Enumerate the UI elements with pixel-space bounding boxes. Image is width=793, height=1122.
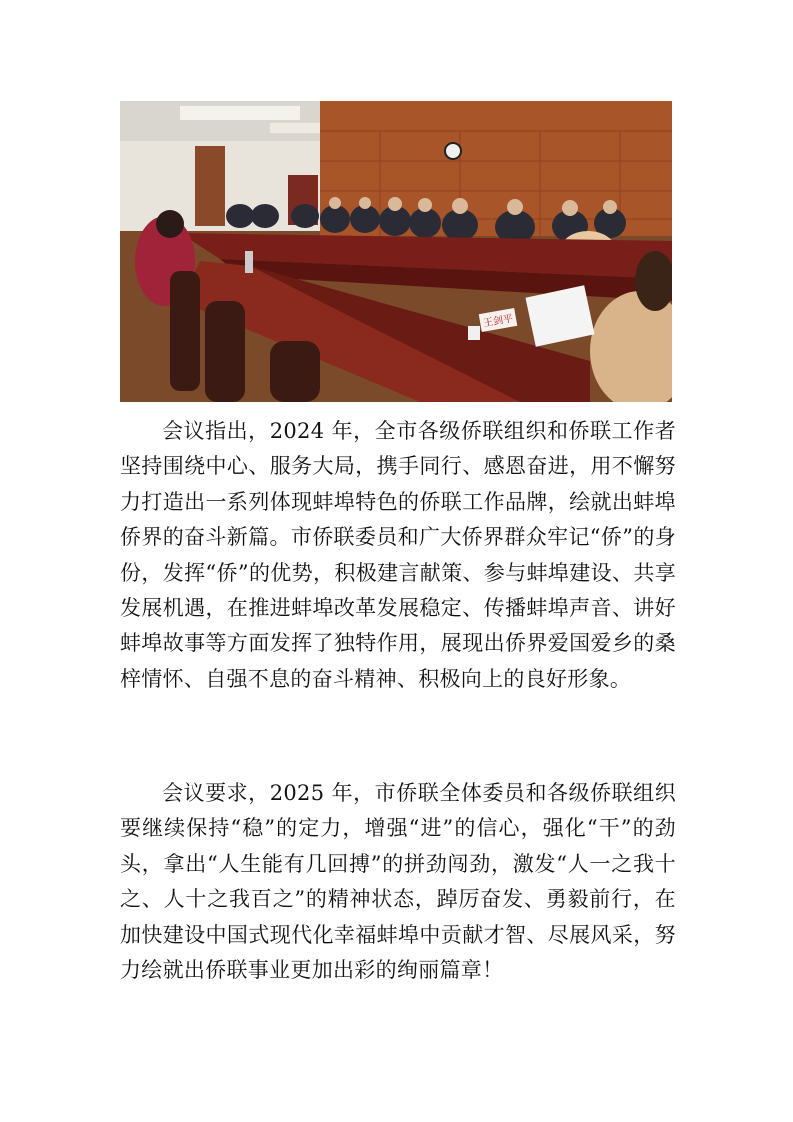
- paragraph-2024-summary: 会议指出，2024 年，全市各级侨联组织和侨联工作者坚持围绕中心、服务大局，携手同行、感恩奋进，用不懈努力打造出一系列体现蚌埠特色的侨联工作品牌，绘就出蚌埠侨界的奋斗新篇。市侨联委员和广大侨界群众牢记“侨”的身份，发挥“侨”的优势，积极建言献策、参与蚌埠建设、共享发展机遇，在推进蚌埠改革发展稳定、传播蚌埠声音、讲好蚌埠故事等方面发挥了独特作用，展现出侨界爱国爱乡的桑梓情怀、自强不息的奋斗精神、积极向上的良好形象。: [120, 419, 676, 691]
- paragraph-2025-requirements: 会议要求，2025 年，市侨联全体委员和各级侨联组织要继续保持“稳”的定力，增强“进”的信心，强化“干”的劲头，拿出“人生能有几回搏”的拼劲闯劲，激发“人一之我十之、人十之我百之”的精神状态，踔厉奋发、勇毅前行，在加快建设中国式现代化幸福蚌埠中贡献才智、尽展风采，努力绘就出侨联事业更加出彩的绚丽篇章！: [120, 781, 676, 983]
- svg-text:王剑平: 王剑平: [482, 313, 514, 330]
- meeting-photo: [120, 101, 672, 402]
